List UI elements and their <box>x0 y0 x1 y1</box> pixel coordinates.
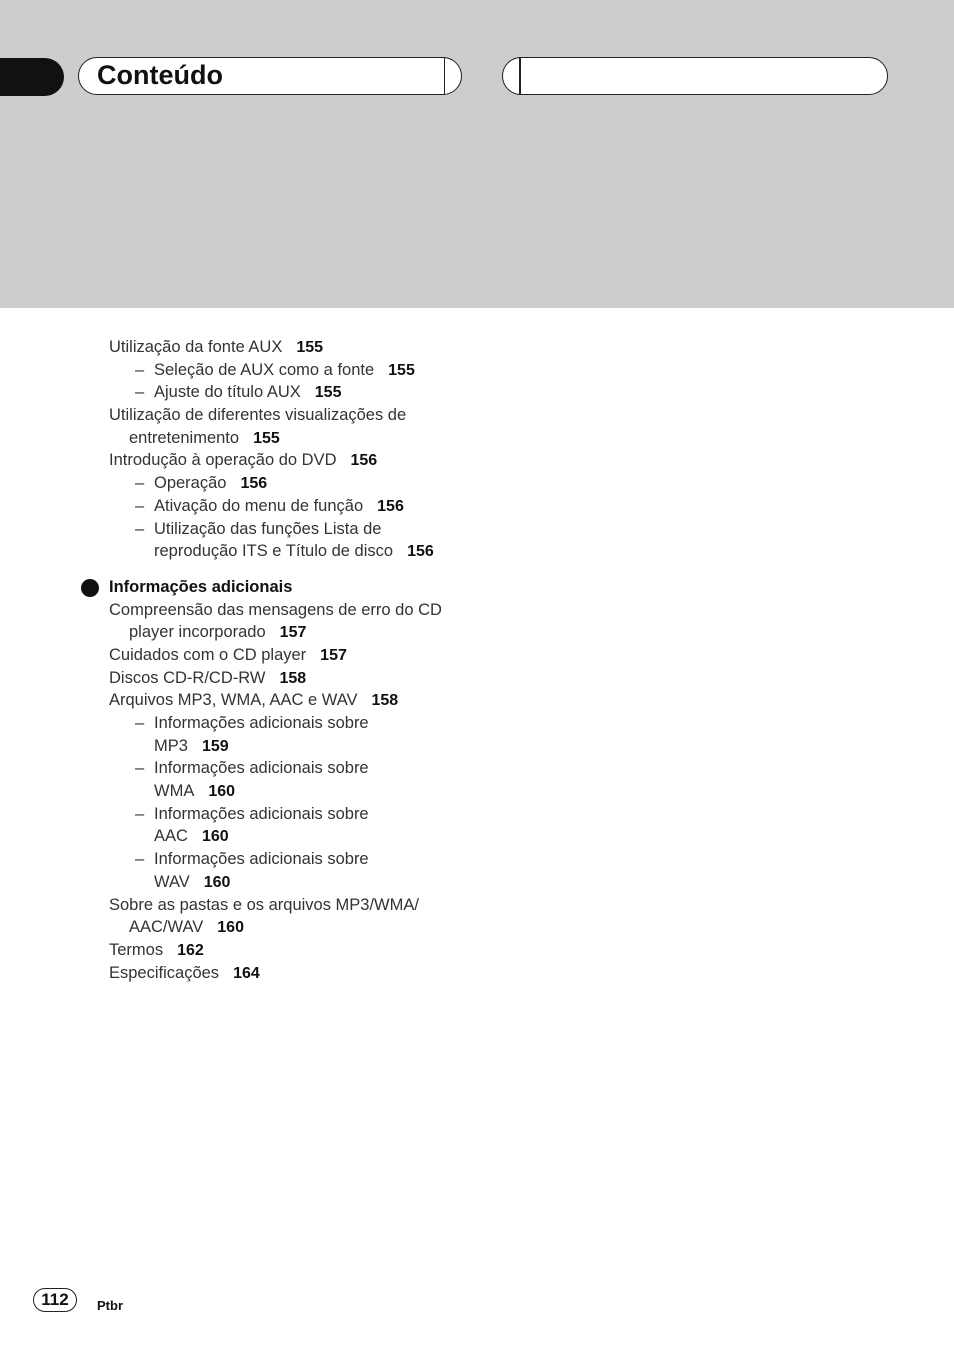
toc-entry-text: Utilização da fonte AUX <box>109 338 283 356</box>
toc-entry-text: Cuidados com o CD player <box>109 645 307 664</box>
toc-entry <box>109 359 489 382</box>
toc-page-number: 156 <box>350 452 378 470</box>
toc-entry-text-cont: reprodução ITS e Título de disco <box>154 542 394 561</box>
toc-entry-text: Termos <box>109 940 164 959</box>
toc-page-number: 160 <box>208 783 236 801</box>
page-title: Conteúdo <box>97 60 223 90</box>
title-box <box>78 57 462 95</box>
toc-entry-continuation <box>109 825 489 848</box>
toc-page-number: 159 <box>201 737 229 755</box>
toc-page-number: 156 <box>407 543 434 561</box>
toc-entry-continuation <box>109 916 489 939</box>
toc-entry <box>109 962 489 985</box>
page-number: 112 <box>33 1288 77 1312</box>
toc-page-number: 156 <box>240 475 268 493</box>
section-heading <box>109 576 489 599</box>
toc-entry <box>109 939 489 962</box>
toc-entry <box>109 712 489 735</box>
toc-entry-text: Utilização de diferentes visualizações de <box>109 406 407 425</box>
toc-entry-continuation <box>109 871 489 894</box>
dash-marker: – <box>135 804 145 823</box>
toc-entry-text: Utilização das funções Lista de <box>154 519 382 538</box>
toc-entry <box>109 381 489 404</box>
dash-marker: – <box>135 714 145 733</box>
toc-page-number: 157 <box>279 624 307 642</box>
toc-entry-text-cont: MP3 <box>154 736 188 755</box>
toc-entry <box>109 599 489 622</box>
dash-marker: – <box>135 474 145 493</box>
toc-entry <box>109 518 489 541</box>
toc-entry <box>109 495 489 518</box>
dash-marker: – <box>135 360 145 379</box>
toc-page-number: 155 <box>388 361 415 379</box>
dash-marker: – <box>135 759 145 778</box>
header-band <box>0 0 954 308</box>
toc-entry-text: Introdução à operação do DVD <box>109 451 337 470</box>
dash-marker: – <box>135 519 145 538</box>
toc-entry-text: Especificações <box>109 963 220 982</box>
toc-entry-text-cont: WAV <box>154 872 190 891</box>
toc-page-number: 155 <box>253 429 280 447</box>
toc-page-number: 162 <box>177 941 204 959</box>
toc-entry-continuation <box>109 427 489 450</box>
toc-entry-text: Discos CD-R/CD-RW <box>109 668 266 687</box>
toc-entries-top <box>109 336 489 563</box>
toc-page-number: 155 <box>314 384 342 402</box>
toc-entry-text-cont: player incorporado <box>129 623 266 642</box>
toc-entry <box>109 449 489 472</box>
toc-entry <box>109 404 489 427</box>
toc-entry-continuation <box>109 540 489 563</box>
dash-marker: – <box>135 850 145 869</box>
table-of-contents <box>109 336 489 984</box>
toc-entry-text: Informações adicionais sobre <box>154 759 369 778</box>
dash-marker: – <box>135 496 145 515</box>
toc-page-number: 160 <box>217 919 244 937</box>
toc-page-number: 160 <box>203 873 231 891</box>
toc-entry <box>109 848 489 871</box>
toc-page-number: 158 <box>279 669 307 687</box>
toc-entry-continuation <box>109 735 489 758</box>
toc-entries-section <box>109 599 489 985</box>
toc-entry-text: Seleção de AUX como a fonte <box>154 360 375 379</box>
toc-entry <box>109 667 489 690</box>
toc-entry <box>109 757 489 780</box>
toc-page-number: 158 <box>371 692 399 710</box>
toc-entry-text: Compreensão das mensagens de erro do CD <box>109 600 442 619</box>
dash-marker: – <box>135 383 145 402</box>
toc-page-number: 155 <box>296 339 324 356</box>
language-label: Ptbr <box>97 1298 123 1313</box>
toc-entry-text: Arquivos MP3, WMA, AAC e WAV <box>109 691 358 710</box>
toc-entry <box>109 803 489 826</box>
toc-entry-text: Sobre as pastas e os arquivos MP3/WMA/ <box>109 895 419 914</box>
blank-header-box <box>502 57 888 95</box>
toc-page-number: 156 <box>377 497 404 515</box>
section-heading-text: Informações adicionais <box>109 577 293 596</box>
toc-entry-text: Operação <box>154 474 227 493</box>
toc-page-number: 160 <box>201 828 229 846</box>
toc-entry <box>109 689 489 712</box>
toc-entry-text: Informações adicionais sobre <box>154 850 369 869</box>
toc-entry-continuation <box>109 780 489 803</box>
toc-entry-text: Ativação do menu de função <box>154 496 364 515</box>
toc-entry-text: Informações adicionais sobre <box>154 804 369 823</box>
toc-entry-text-cont: AAC <box>154 827 188 846</box>
toc-entry <box>109 336 489 359</box>
toc-entry <box>109 644 489 667</box>
toc-entry-text: Ajuste do título AUX <box>154 383 301 402</box>
toc-entry-text-cont: WMA <box>154 782 195 801</box>
toc-page-number: 157 <box>320 646 347 664</box>
section-bullet-icon <box>81 579 99 597</box>
toc-entry-text: Informações adicionais sobre <box>154 714 369 733</box>
toc-entry <box>109 472 489 495</box>
section-tab-marker <box>0 58 64 96</box>
toc-entry-text-cont: AAC/WAV <box>129 918 204 937</box>
toc-entry-text-cont: entretenimento <box>129 428 240 447</box>
toc-entry <box>109 894 489 917</box>
toc-page-number: 164 <box>233 964 260 982</box>
toc-entry-continuation <box>109 621 489 644</box>
